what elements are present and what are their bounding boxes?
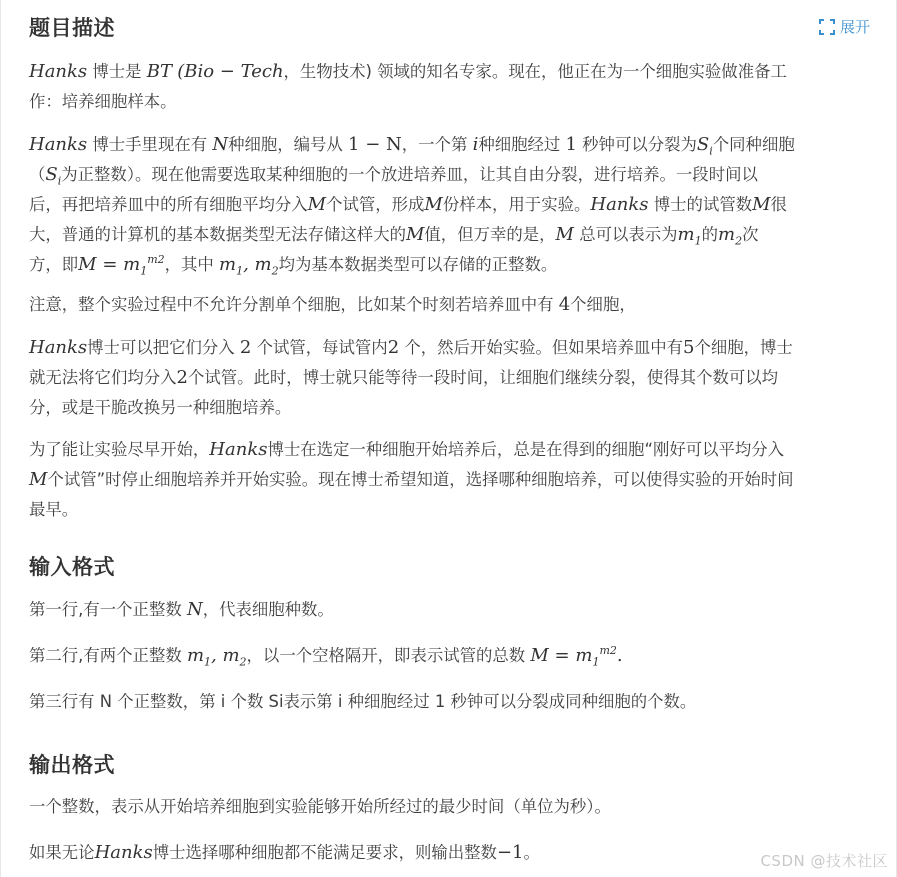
math-name: Hanks bbox=[29, 134, 88, 155]
math-m: m bbox=[219, 254, 237, 275]
math-sub: 2 bbox=[271, 264, 279, 278]
text-span: ，代表细胞种数。 bbox=[202, 600, 334, 619]
math-name: Hanks bbox=[94, 842, 153, 863]
math-bt: BT bbox=[146, 61, 173, 82]
math-m1 bbox=[677, 224, 702, 248]
math-m: M bbox=[752, 194, 771, 215]
math-sub: i bbox=[709, 144, 713, 158]
math-name: Hanks bbox=[29, 61, 88, 82]
text-span: 种细胞经过 bbox=[478, 135, 561, 154]
description-paragraph-4 bbox=[29, 333, 870, 423]
text-span: 。 bbox=[523, 843, 540, 862]
math-m: M bbox=[29, 469, 48, 490]
math-neg-one: −1 bbox=[496, 842, 524, 863]
text-span: 均为基本数据类型可以存储的正整数。 bbox=[278, 255, 558, 274]
text-span: 个试管，形成 bbox=[326, 195, 425, 214]
text-span: 博士选择哪种细胞都不能满足要求，则输出整数 bbox=[152, 843, 497, 862]
math-equation bbox=[530, 644, 617, 669]
math-vars bbox=[186, 645, 247, 669]
math-sub: 1 bbox=[592, 655, 600, 669]
paragraph-line: 一个整数，表示从开始培养细胞到实验能够开始所经过的最少时间（单位为秒）。 bbox=[29, 797, 611, 816]
math-sub: 1 bbox=[204, 655, 212, 669]
math-m: m bbox=[718, 224, 736, 245]
text-span: 个试管。此时，博士就只能等待一段时间，让细胞们继续分裂，使得其个数可以均 bbox=[187, 368, 779, 387]
math-name: Hanks bbox=[209, 439, 268, 460]
math-range: 1 − N bbox=[348, 134, 402, 155]
description-title: 题目描述 bbox=[29, 16, 115, 40]
math-m: m bbox=[186, 645, 205, 666]
math-s: S bbox=[696, 134, 710, 155]
input-paragraph-3 bbox=[29, 687, 870, 717]
math-name: Hanks bbox=[590, 194, 649, 215]
math-m: M bbox=[424, 194, 443, 215]
text-span: 博士可以把它们分入 bbox=[87, 338, 235, 357]
math-two: 2 bbox=[387, 337, 400, 358]
text-span: 大，普通的计算机的基本数据类型无法存储这样大的 bbox=[29, 225, 406, 244]
math-sub: 2 bbox=[735, 234, 743, 248]
text-span: 个同种细胞 bbox=[712, 135, 795, 154]
paragraph-line bbox=[29, 838, 870, 868]
input-paragraph-1 bbox=[29, 595, 870, 625]
text-span: 注意，整个实验过程中不允许分割单个细胞，比如某个时刻若培养皿中有 bbox=[29, 295, 554, 314]
text-span: ，其中 bbox=[164, 255, 214, 274]
math-sup: m2 bbox=[147, 253, 165, 266]
math-n: N bbox=[212, 134, 229, 155]
text-span: 个细胞， bbox=[570, 295, 636, 314]
paragraph-line bbox=[29, 641, 870, 671]
text-span: ，一个第 bbox=[401, 135, 468, 154]
math-sub: i bbox=[57, 174, 62, 188]
paragraph-line bbox=[29, 250, 870, 280]
text-span: 方，即 bbox=[29, 255, 79, 274]
math-name: Hanks bbox=[29, 337, 88, 358]
math-vars bbox=[219, 254, 279, 278]
math-m: , m bbox=[211, 645, 240, 666]
text-span: 就无法将它们均分入 bbox=[29, 368, 177, 387]
input-paragraph-2 bbox=[29, 641, 870, 671]
math-biotech: (Bio − Tech bbox=[177, 61, 284, 82]
text-span: 种细胞，编号从 bbox=[228, 135, 343, 154]
math-sub: 1 bbox=[140, 264, 148, 278]
description-paragraph-5 bbox=[29, 435, 870, 525]
output-paragraph-2 bbox=[29, 838, 870, 868]
text-span: 个细胞，博士 bbox=[694, 338, 793, 357]
text-span: 次 bbox=[742, 225, 759, 244]
paragraph-line bbox=[29, 435, 870, 465]
math-m: M bbox=[307, 194, 327, 215]
math-eq: M = m bbox=[78, 254, 141, 275]
output-paragraph-1 bbox=[29, 792, 870, 822]
paragraph-line bbox=[29, 333, 870, 363]
paragraph-line bbox=[29, 465, 870, 495]
math-si bbox=[45, 164, 62, 188]
expand-label: 展开 bbox=[839, 18, 870, 36]
math-sup: m2 bbox=[599, 644, 617, 657]
math-equation bbox=[78, 253, 165, 278]
description-paragraph-2 bbox=[29, 130, 870, 280]
watermark: CSDN @技术社区 bbox=[760, 852, 888, 870]
math-n: N bbox=[186, 599, 203, 620]
text-span: 博士是 bbox=[92, 62, 142, 81]
paragraph-line bbox=[29, 290, 870, 320]
paragraph-line bbox=[29, 130, 870, 160]
paragraph-line bbox=[29, 220, 870, 250]
math-m2 bbox=[718, 224, 743, 248]
text-span: 博士手里现在有 bbox=[92, 135, 208, 154]
output-title: 输出格式 bbox=[29, 753, 115, 777]
text-span: （ bbox=[29, 165, 46, 184]
text-span: 个试管，每试管内 bbox=[256, 338, 388, 357]
math-m: M bbox=[555, 224, 574, 245]
text-span: 秒钟可以分裂为 bbox=[582, 135, 697, 154]
description-paragraph-1 bbox=[29, 57, 870, 117]
math-i: i bbox=[472, 134, 479, 155]
text-span: 个，然后开始实验。但如果培养皿中有 bbox=[404, 338, 684, 357]
text-span: 个试管”时停止细胞培养并开始实验。现在博士希望知道，选择哪种细胞培养，可以使得实验的开始时间 bbox=[47, 470, 794, 489]
text-span: ，以一个空格隔开，即表示试管的总数 bbox=[246, 646, 526, 665]
math-four: 4 bbox=[558, 294, 571, 315]
text-span: 为了能让实验尽早开始， bbox=[29, 440, 210, 459]
math-m: , m bbox=[243, 254, 272, 275]
text-span: 后，再把培养皿中的所有细胞平均分入 bbox=[29, 195, 308, 214]
text-span: 第二行,有两个正整数 bbox=[29, 646, 182, 665]
text-span: 总可以表示为 bbox=[579, 225, 678, 244]
math-sub: 1 bbox=[236, 264, 244, 278]
paragraph-line: 第三行有 N 个正整数，第 i 个数 Si表示第 i 种细胞经过 1 秒钟可以分裂成同种细胞的个数。 bbox=[29, 692, 697, 711]
expand-button[interactable] bbox=[818, 16, 870, 37]
paragraph-line bbox=[29, 363, 870, 393]
math-eq: M = m bbox=[530, 645, 593, 666]
math-one: 1 bbox=[565, 134, 577, 155]
text-span: 博士在选定一种细胞开始培养后，总是在得到的细胞“刚好可以平均分入 bbox=[267, 440, 785, 459]
paragraph-line bbox=[29, 57, 870, 87]
expand-icon bbox=[818, 18, 836, 36]
math-sub: 1 bbox=[694, 234, 702, 248]
text-span: 为正整数）。现在他需要选取某种细胞的一个放进培养皿，让其自由分裂，进行培养。一段时间以 bbox=[61, 165, 758, 184]
input-title: 输入格式 bbox=[29, 555, 115, 579]
text-span: 的 bbox=[701, 225, 719, 244]
text-span: ，生物技术) 领域的知名专家。现在，他正在为一个细胞实验做准备工 bbox=[283, 62, 787, 81]
paragraph-line: 作：培养细胞样本。 bbox=[29, 92, 177, 111]
paragraph-line: 最早。 bbox=[29, 500, 79, 519]
math-two: 2 bbox=[239, 337, 252, 358]
text-span: . bbox=[616, 645, 623, 666]
description-paragraph-3 bbox=[29, 290, 870, 320]
text-span: 份样本，用于实验。 bbox=[442, 195, 591, 214]
text-span: 很 bbox=[770, 195, 787, 214]
text-span: 博士的试管数 bbox=[653, 195, 753, 214]
paragraph-line bbox=[29, 595, 870, 625]
paragraph-line bbox=[29, 160, 870, 190]
text-span: 如果无论 bbox=[29, 843, 95, 862]
text-span: 第一行,有一个正整数 bbox=[29, 600, 182, 619]
math-si bbox=[696, 134, 713, 158]
math-five: 5 bbox=[683, 337, 695, 358]
text-span: 值，但万幸的是， bbox=[424, 225, 556, 244]
math-m: m bbox=[677, 224, 695, 245]
math-sub: 2 bbox=[239, 655, 247, 669]
paragraph-line: 分，或是干脆改换另一种细胞培养。 bbox=[29, 398, 292, 417]
paragraph-line bbox=[29, 190, 870, 220]
math-two: 2 bbox=[176, 367, 188, 388]
math-s: S bbox=[45, 164, 58, 185]
math-m: M bbox=[405, 224, 425, 245]
